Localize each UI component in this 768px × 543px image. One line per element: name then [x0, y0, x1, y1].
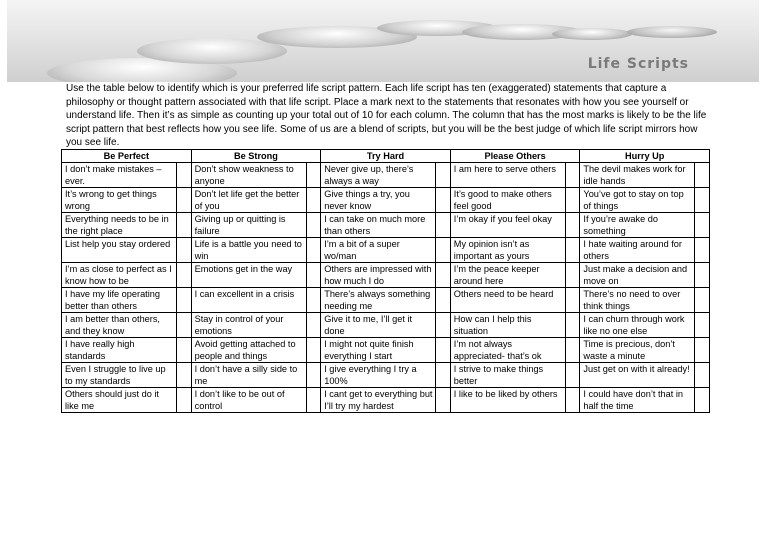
- statement-cell: I don’t have a silly side to me: [191, 363, 306, 388]
- mark-box[interactable]: [436, 163, 451, 188]
- mark-box[interactable]: [306, 238, 321, 263]
- statement-cell: Others should just do it like me: [62, 388, 177, 413]
- mark-box[interactable]: [565, 288, 580, 313]
- statement-cell: I hate waiting around for others: [580, 238, 695, 263]
- mark-box[interactable]: [695, 363, 710, 388]
- statement-cell: Everything needs to be in the right place: [62, 213, 177, 238]
- mark-box[interactable]: [695, 313, 710, 338]
- mark-box[interactable]: [695, 388, 710, 413]
- statement-cell: Give things a try, you never know: [321, 188, 436, 213]
- statement-cell: Avoid getting attached to people and things: [191, 338, 306, 363]
- statement-cell: I’m not always appreciated- that’s ok: [450, 338, 565, 363]
- statement-cell: Even I struggle to live up to my standards: [62, 363, 177, 388]
- statement-cell: I’m a bit of a super wo/man: [321, 238, 436, 263]
- table-row: [62, 213, 710, 238]
- pebble-image: [552, 28, 632, 40]
- mark-box[interactable]: [695, 163, 710, 188]
- mark-box[interactable]: [177, 163, 192, 188]
- mark-box[interactable]: [306, 313, 321, 338]
- mark-box[interactable]: [306, 338, 321, 363]
- mark-box[interactable]: [177, 188, 192, 213]
- mark-box[interactable]: [177, 238, 192, 263]
- statement-cell: My opinion isn’t as important as yours: [450, 238, 565, 263]
- table-row: [62, 163, 710, 188]
- statement-cell: I’m okay if you feel okay: [450, 213, 565, 238]
- mark-box[interactable]: [695, 288, 710, 313]
- statement-cell: I have my life operating better than others: [62, 288, 177, 313]
- statement-cell: I am here to serve others: [450, 163, 565, 188]
- mark-box[interactable]: [436, 238, 451, 263]
- mark-box[interactable]: [306, 288, 321, 313]
- mark-box[interactable]: [177, 288, 192, 313]
- statement-cell: I cant get to everything but I’ll try my hardest: [321, 388, 436, 413]
- statement-cell: I don’t make mistakes – ever.: [62, 163, 177, 188]
- mark-box[interactable]: [565, 338, 580, 363]
- mark-box[interactable]: [177, 388, 192, 413]
- column-header: Be Strong: [191, 150, 321, 163]
- statement-cell: I give everything I try a 100%: [321, 363, 436, 388]
- mark-box[interactable]: [306, 263, 321, 288]
- table-row: [62, 288, 710, 313]
- column-header: Please Others: [450, 150, 580, 163]
- mark-box[interactable]: [436, 188, 451, 213]
- statement-cell: I can churn through work like no one else: [580, 313, 695, 338]
- instructions-paragraph: Use the table below to identify which is your preferred life script pattern. Each life script has ten (exaggerated) statements that capture a philosophy or thought pattern associated with that life script. Place a mark next to the statements that resonates with how you see yourself or understand life. Then it’s as simple as counting up your total out of 10 for each column. The column that has the most marks is likely to be the life script pattern that best reflects how you see life. Some of us are a blend of scripts, but you will be the best judge of which life script mirrors how you see life.: [66, 83, 707, 148]
- statement-cell: Others are impressed with how much I do: [321, 263, 436, 288]
- mark-box[interactable]: [436, 263, 451, 288]
- statement-cell: I can take on much more than others: [321, 213, 436, 238]
- page-title: Life Scripts: [587, 56, 689, 72]
- statement-cell: You’ve got to stay on top of things: [580, 188, 695, 213]
- statement-cell: There’s always something needing me: [321, 288, 436, 313]
- statement-cell: I can excellent in a crisis: [191, 288, 306, 313]
- mark-box[interactable]: [306, 163, 321, 188]
- header-banner: [7, 0, 759, 82]
- statement-cell: Don’t show weakness to anyone: [191, 163, 306, 188]
- statement-cell: If you’re awake do something: [580, 213, 695, 238]
- statement-cell: I could have don’t that in half the time: [580, 388, 695, 413]
- statement-cell: I strive to make things better: [450, 363, 565, 388]
- mark-box[interactable]: [436, 213, 451, 238]
- statement-cell: Don’t let life get the better of you: [191, 188, 306, 213]
- statement-cell: Stay in control of your emotions: [191, 313, 306, 338]
- mark-box[interactable]: [695, 338, 710, 363]
- mark-box[interactable]: [695, 238, 710, 263]
- statement-cell: Just make a decision and move on: [580, 263, 695, 288]
- mark-box[interactable]: [177, 338, 192, 363]
- statement-cell: Emotions get in the way: [191, 263, 306, 288]
- mark-box[interactable]: [177, 313, 192, 338]
- mark-box[interactable]: [565, 238, 580, 263]
- statement-cell: I’m as close to perfect as I know how to be: [62, 263, 177, 288]
- statement-cell: I have really high standards: [62, 338, 177, 363]
- pebble-image: [627, 26, 717, 38]
- mark-box[interactable]: [565, 213, 580, 238]
- statement-cell: Others need to be heard: [450, 288, 565, 313]
- table-row: [62, 313, 710, 338]
- statement-cell: I’m the peace keeper around here: [450, 263, 565, 288]
- column-header: Try Hard: [321, 150, 451, 163]
- mark-box[interactable]: [565, 263, 580, 288]
- statement-cell: I might not quite finish everything I start: [321, 338, 436, 363]
- column-header: Be Perfect: [62, 150, 192, 163]
- table-header-row: [62, 150, 710, 163]
- statement-cell: List help you stay ordered: [62, 238, 177, 263]
- table-row: [62, 338, 710, 363]
- mark-box[interactable]: [565, 388, 580, 413]
- statement-cell: Never give up, there’s always a way: [321, 163, 436, 188]
- mark-box[interactable]: [565, 163, 580, 188]
- mark-box[interactable]: [695, 263, 710, 288]
- statement-cell: Just get on with it already!: [580, 363, 695, 388]
- statement-cell: Life is a battle you need to win: [191, 238, 306, 263]
- table-row: [62, 388, 710, 413]
- statement-cell: It’s wrong to get things wrong: [62, 188, 177, 213]
- mark-box[interactable]: [177, 263, 192, 288]
- statement-cell: It’s good to make others feel good: [450, 188, 565, 213]
- mark-box[interactable]: [306, 188, 321, 213]
- table-row: [62, 263, 710, 288]
- mark-box[interactable]: [306, 388, 321, 413]
- life-scripts-table: [61, 149, 710, 413]
- mark-box[interactable]: [565, 363, 580, 388]
- mark-box[interactable]: [436, 388, 451, 413]
- table-row: [62, 238, 710, 263]
- statement-cell: Give it to me, I’ll get it done: [321, 313, 436, 338]
- mark-box[interactable]: [695, 213, 710, 238]
- statement-cell: I am better than others, and they know: [62, 313, 177, 338]
- mark-box[interactable]: [436, 338, 451, 363]
- mark-box[interactable]: [177, 363, 192, 388]
- table-row: [62, 363, 710, 388]
- mark-box[interactable]: [177, 213, 192, 238]
- mark-box[interactable]: [565, 188, 580, 213]
- mark-box[interactable]: [436, 313, 451, 338]
- statement-cell: I like to be liked by others: [450, 388, 565, 413]
- mark-box[interactable]: [695, 188, 710, 213]
- statement-cell: How can I help this situation: [450, 313, 565, 338]
- mark-box[interactable]: [436, 363, 451, 388]
- mark-box[interactable]: [436, 288, 451, 313]
- mark-box[interactable]: [306, 363, 321, 388]
- statement-cell: I don’t like to be out of control: [191, 388, 306, 413]
- mark-box[interactable]: [306, 213, 321, 238]
- statement-cell: The devil makes work for idle hands: [580, 163, 695, 188]
- table-row: [62, 188, 710, 213]
- mark-box[interactable]: [565, 313, 580, 338]
- column-header: Hurry Up: [580, 150, 710, 163]
- statement-cell: Time is precious, don’t waste a minute: [580, 338, 695, 363]
- statement-cell: There’s no need to over think things: [580, 288, 695, 313]
- statement-cell: Giving up or quitting is failure: [191, 213, 306, 238]
